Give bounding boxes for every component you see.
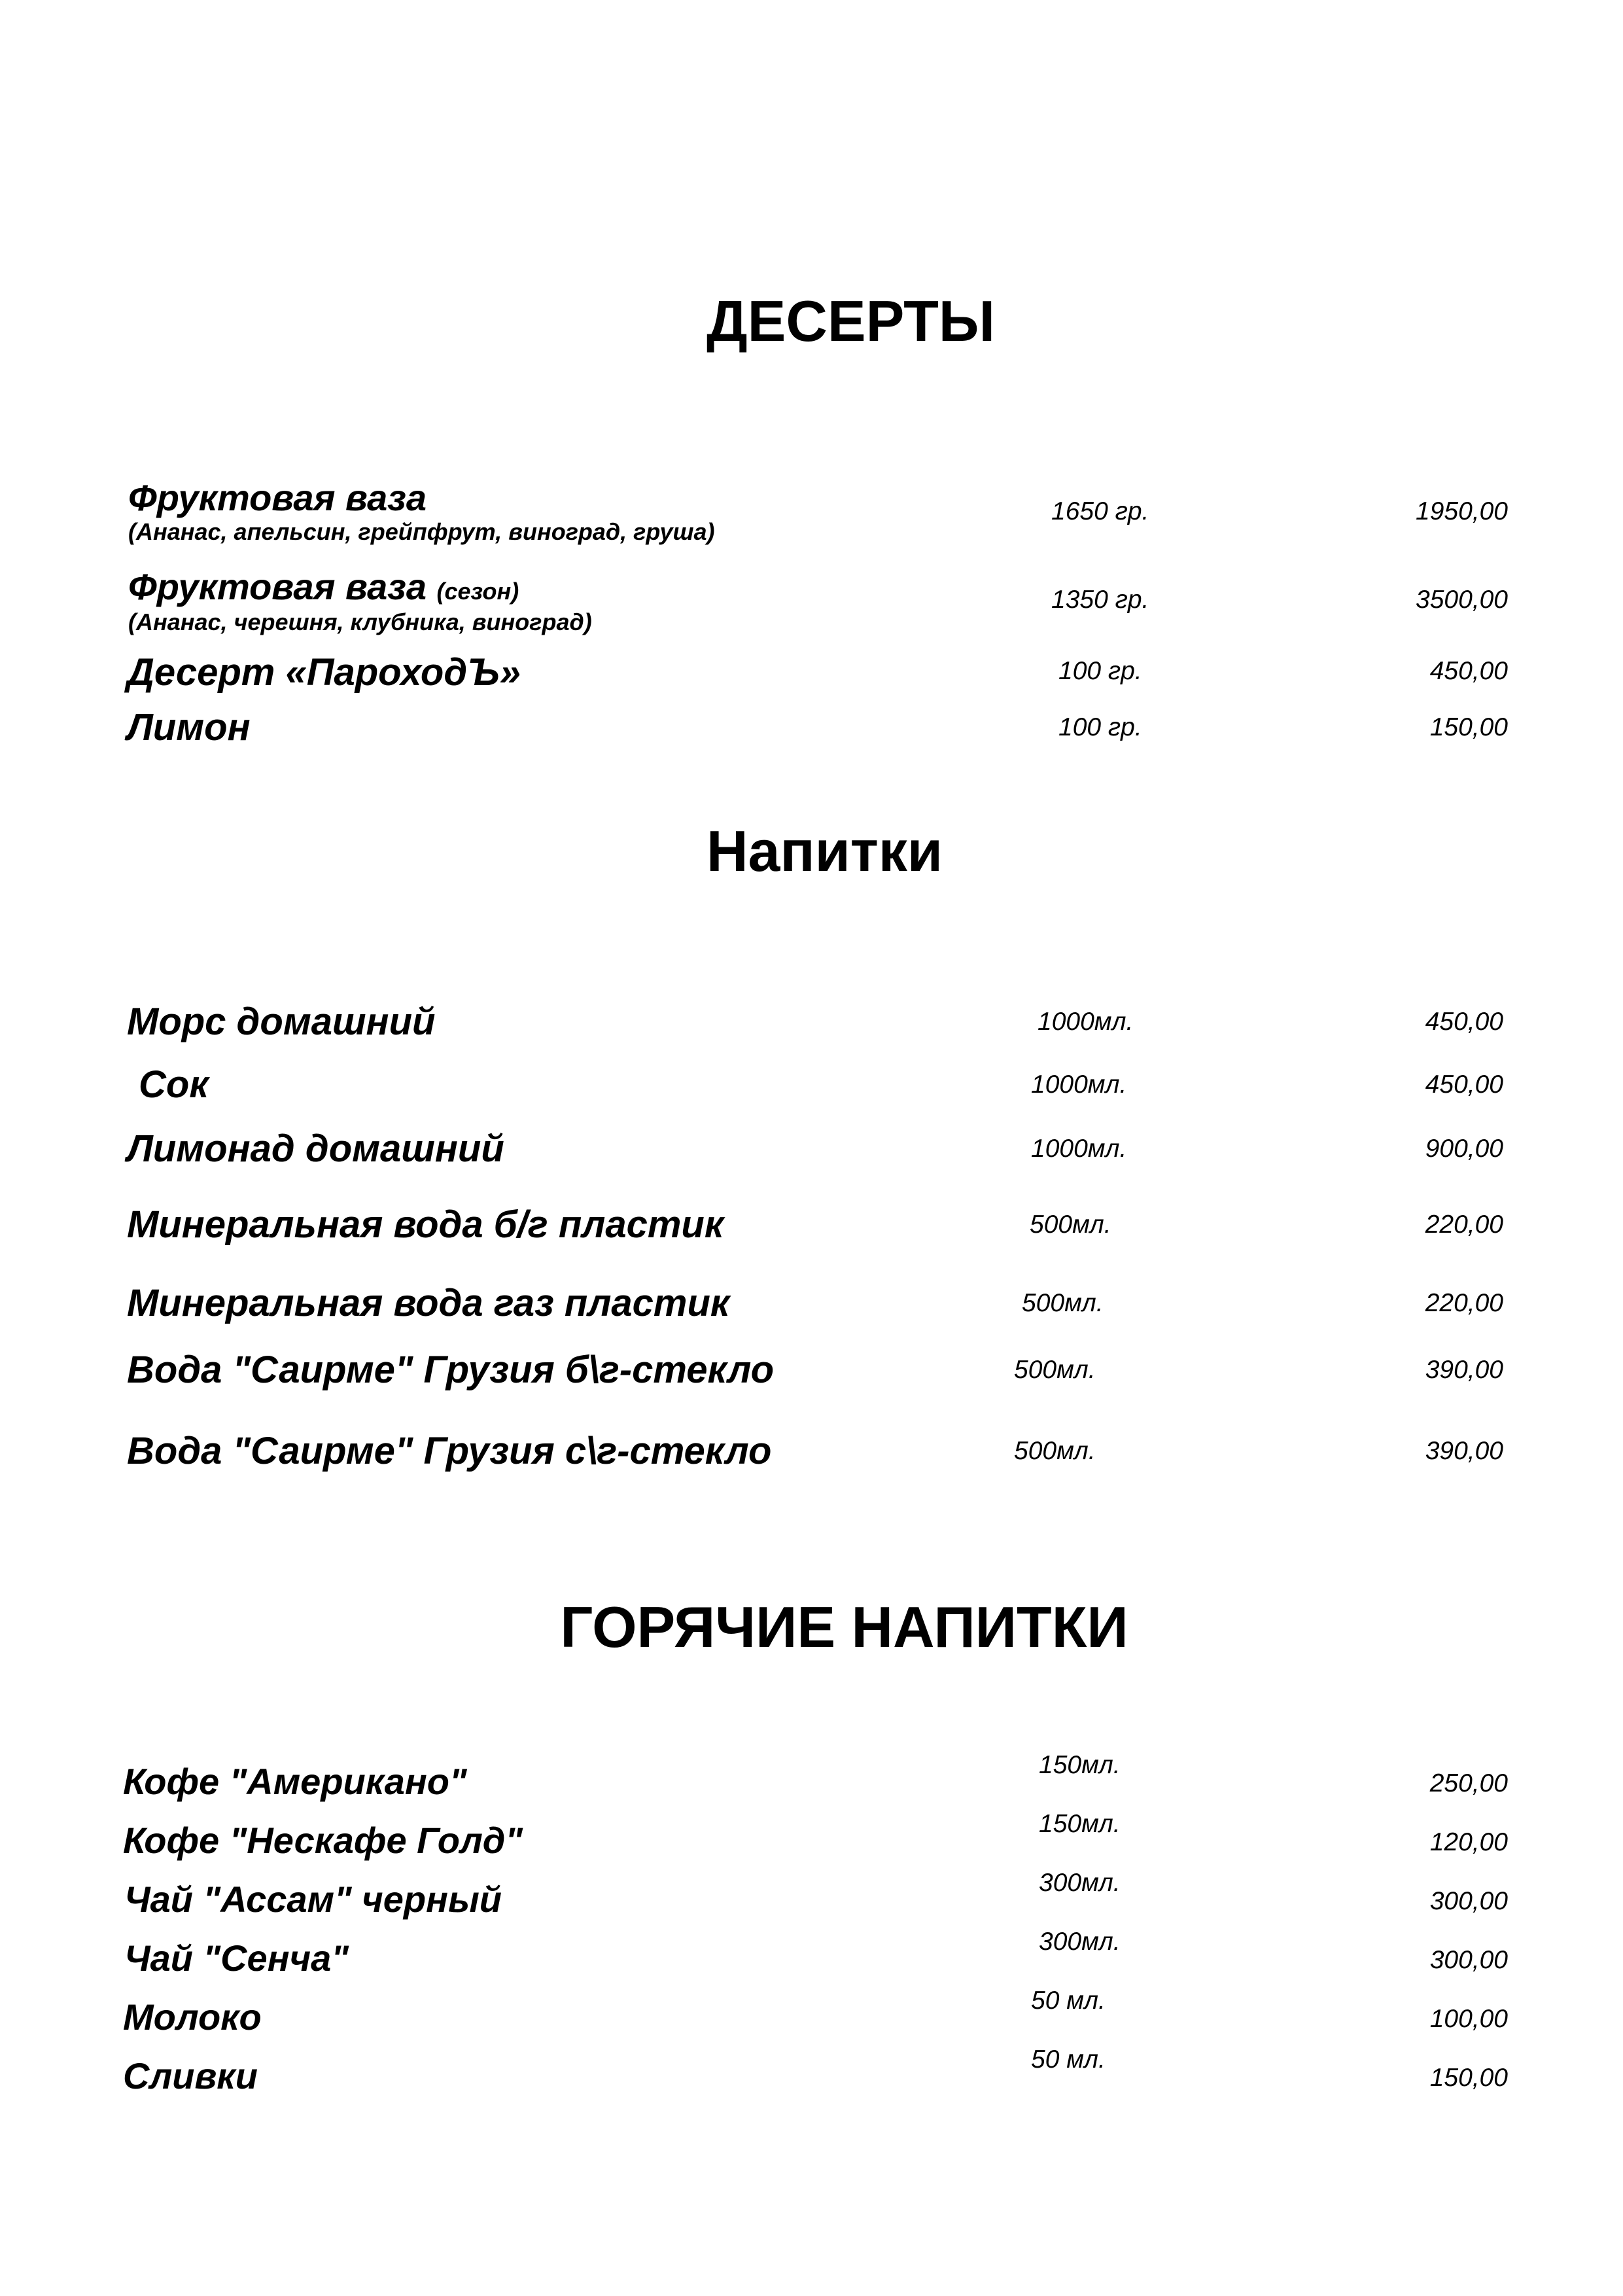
item-quantity: 1000мл.	[1031, 1070, 1127, 1099]
section-title-drinks: Напитки	[707, 819, 943, 883]
item-name: Кофе "Американо"	[123, 1761, 467, 1802]
item-price: 300,00	[1429, 1946, 1508, 1974]
item-name: Лимонад домашний	[127, 1127, 504, 1170]
item-price: 390,00	[1425, 1437, 1503, 1465]
item-quantity: 300мл.	[1039, 1869, 1121, 1897]
item-name: Фруктовая ваза	[128, 566, 427, 607]
item-name: Чай "Ассам" черный	[124, 1879, 502, 1920]
item-quantity: 100 гр.	[1058, 713, 1142, 741]
item-name: Вода "Саирме" Грузия б\г-стекло	[127, 1349, 775, 1391]
item-price: 390,00	[1425, 1356, 1503, 1384]
item-quantity: 1000мл.	[1038, 1008, 1134, 1036]
item-price: 150,00	[1429, 713, 1508, 741]
item-price: 300,00	[1429, 1887, 1508, 1915]
item-name: Вода "Саирме" Грузия с\г-стекло	[127, 1430, 772, 1472]
item-name: Морс домашний	[127, 1000, 436, 1043]
item-price: 3500,00	[1416, 586, 1508, 614]
item-quantity: 100 гр.	[1058, 657, 1142, 685]
item-quantity: 500мл.	[1030, 1210, 1111, 1239]
item-name: Чай "Сенча"	[124, 1937, 349, 1979]
item-quantity: 150мл.	[1039, 1810, 1121, 1838]
item-quantity: 1650 гр.	[1051, 497, 1149, 525]
item-name: Десерт «ПароходЪ»	[127, 651, 521, 694]
section-title-hot-drinks: ГОРЯЧИЕ НАПИТКИ	[560, 1595, 1128, 1659]
item-name: Фруктовая ваза	[128, 477, 427, 518]
item-quantity: 500мл.	[1014, 1356, 1096, 1384]
item-price: 450,00	[1425, 1070, 1503, 1099]
item-name-row	[128, 565, 519, 608]
item-price: 250,00	[1429, 1769, 1508, 1797]
item-note: (Ананас, апельсин, грейпфрут, виноград, груша)	[128, 518, 715, 545]
item-quantity: 50 мл.	[1031, 2045, 1106, 2074]
item-quantity: 500мл.	[1014, 1437, 1096, 1465]
item-price: 450,00	[1425, 1008, 1503, 1036]
item-price: 220,00	[1425, 1289, 1503, 1317]
item-quantity: 1000мл.	[1031, 1135, 1127, 1163]
item-price: 900,00	[1425, 1135, 1503, 1163]
item-name: Кофе "Нескафе Голд"	[123, 1820, 523, 1861]
item-price: 450,00	[1429, 657, 1508, 685]
item-price: 1950,00	[1416, 497, 1508, 525]
item-quantity: 300мл.	[1039, 1928, 1121, 1956]
item-name: Сливки	[123, 2055, 258, 2096]
item-quantity: 50 мл.	[1031, 1987, 1106, 2015]
item-note: (Ананас, черешня, клубника, виноград)	[128, 609, 592, 635]
item-quantity: 150мл.	[1039, 1751, 1121, 1779]
item-name: Сок	[139, 1063, 209, 1106]
item-name: Минеральная вода газ пластик	[127, 1282, 730, 1324]
item-name: Минеральная вода б/г пластик	[127, 1203, 724, 1246]
item-quantity: 500мл.	[1022, 1289, 1104, 1317]
item-suffix: (сезон)	[436, 578, 519, 605]
section-title-desserts: ДЕСЕРТЫ	[706, 289, 996, 353]
item-price: 150,00	[1429, 2064, 1508, 2092]
item-name: Лимон	[127, 706, 251, 749]
item-name: Молоко	[123, 1996, 262, 2038]
item-price: 100,00	[1429, 2005, 1508, 2033]
item-price: 220,00	[1425, 1210, 1503, 1239]
item-quantity: 1350 гр.	[1051, 586, 1149, 614]
item-price: 120,00	[1429, 1828, 1508, 1856]
